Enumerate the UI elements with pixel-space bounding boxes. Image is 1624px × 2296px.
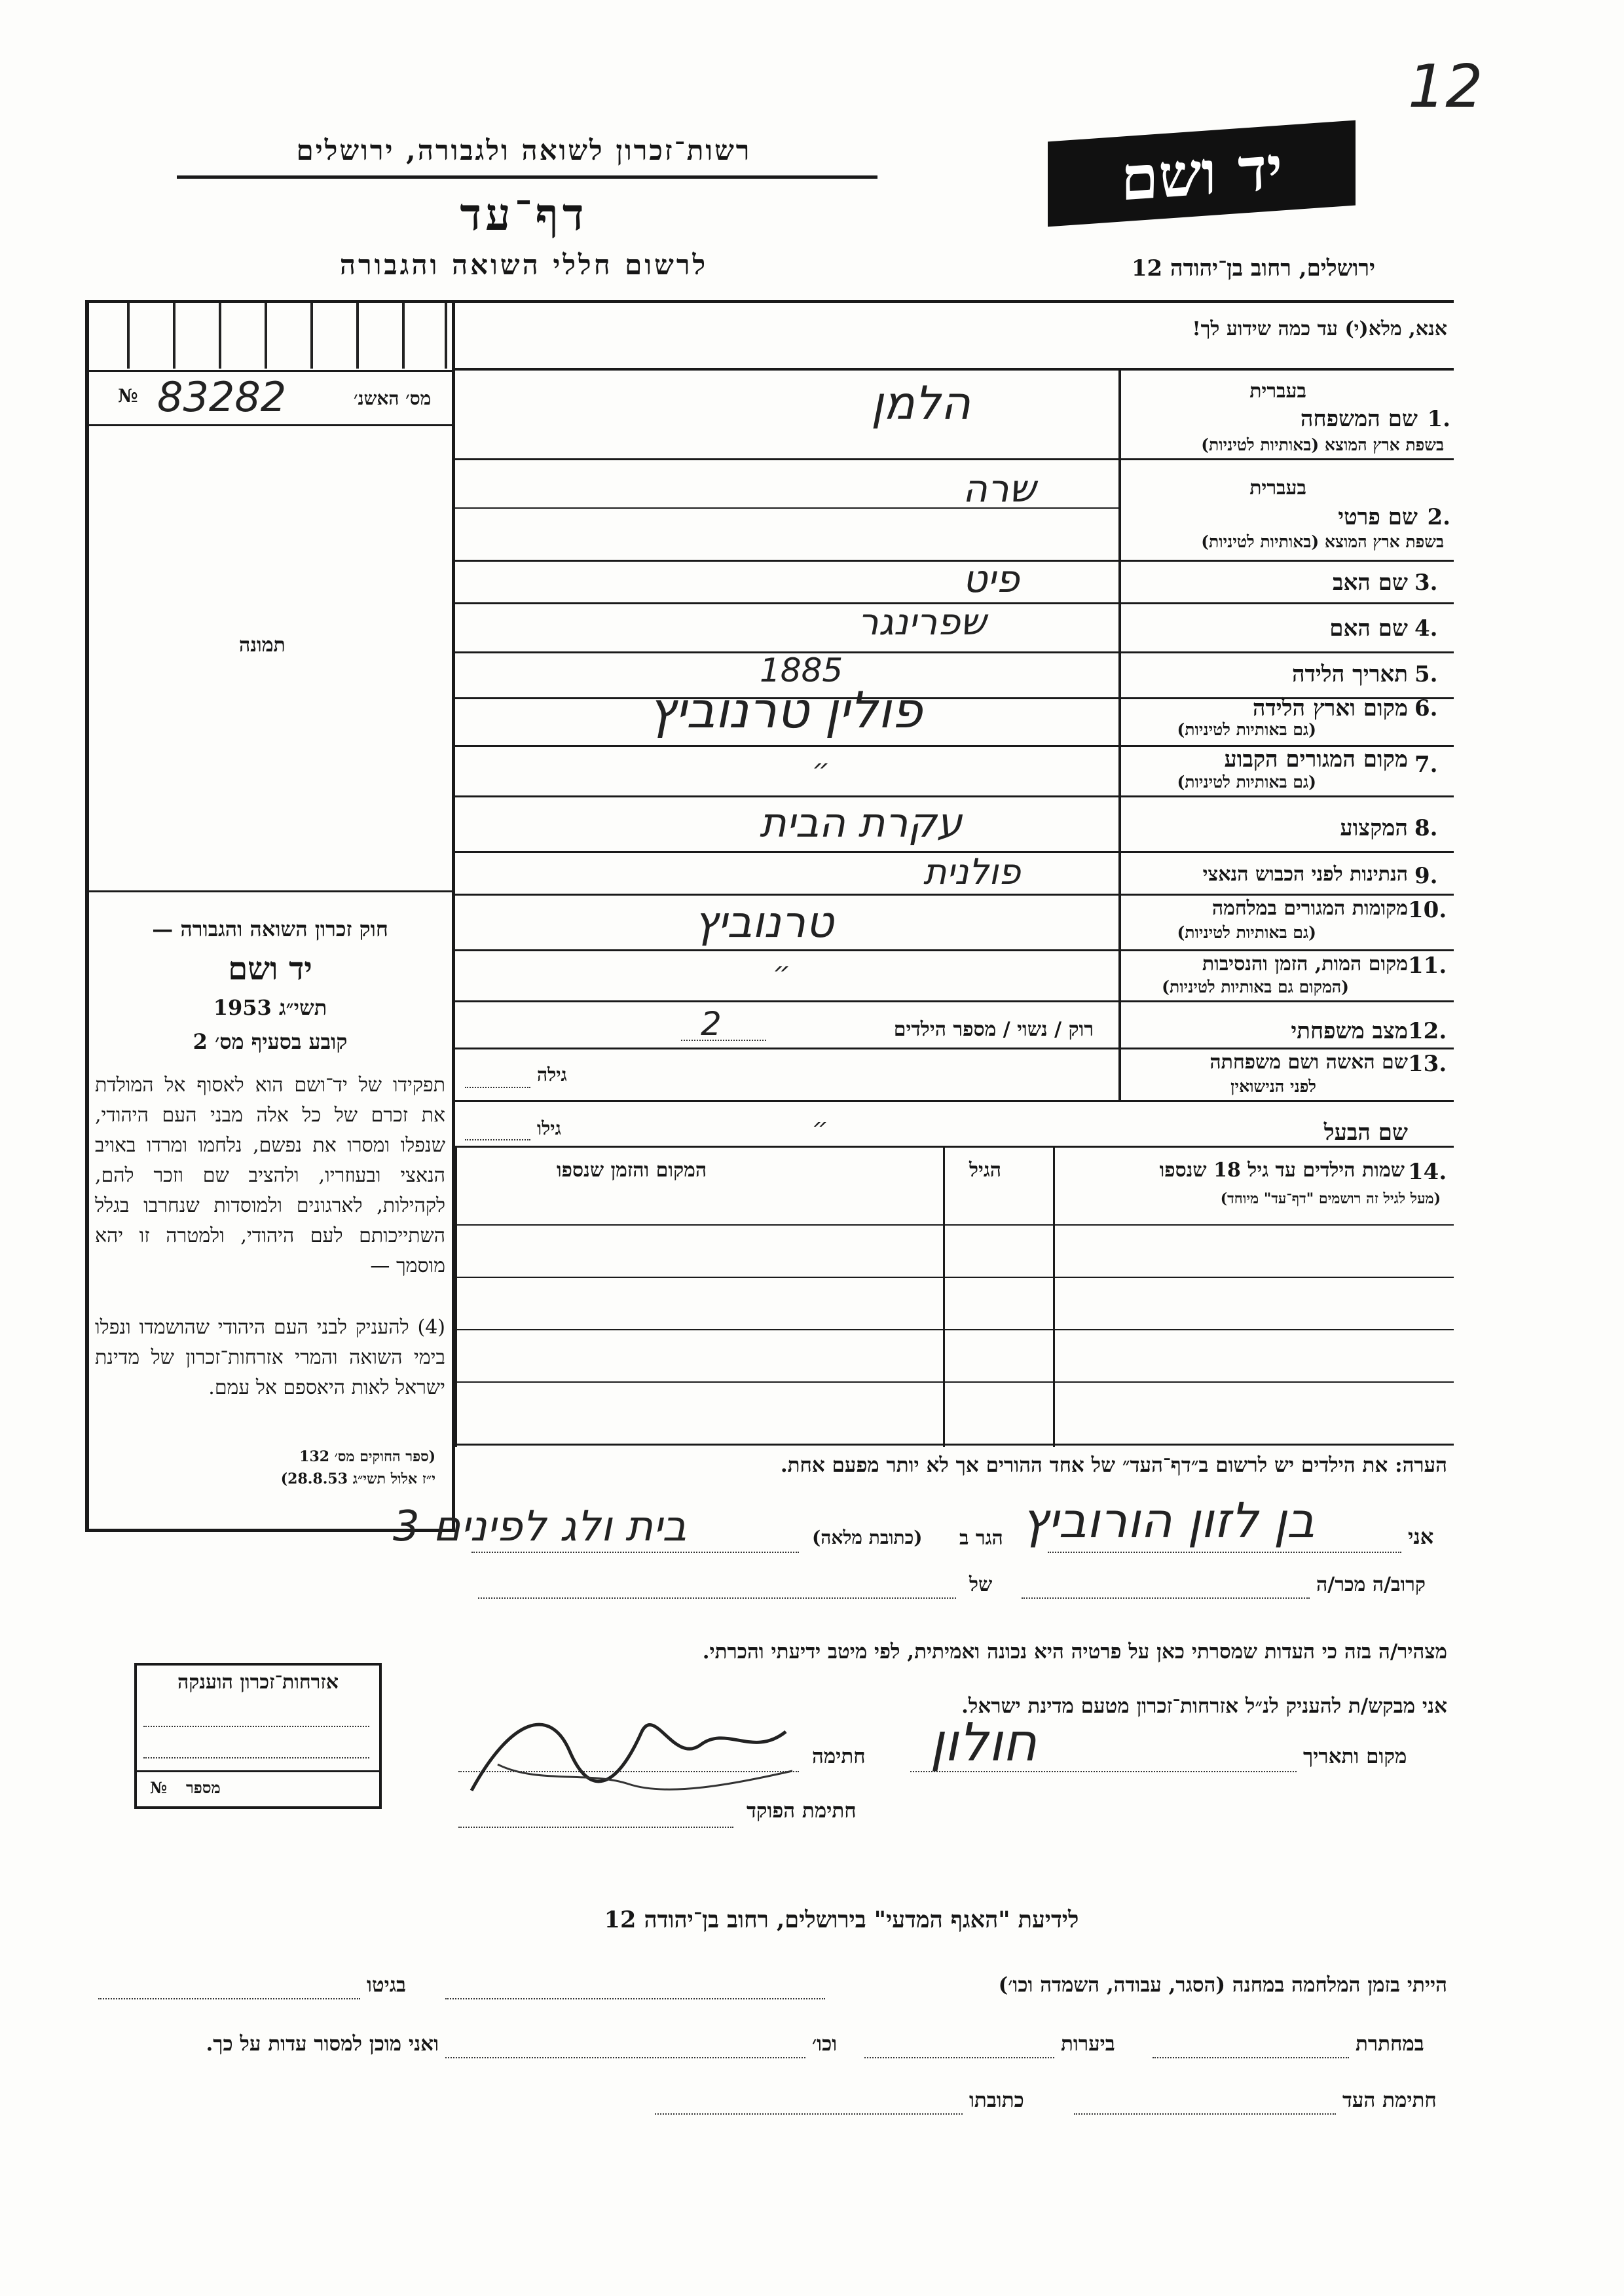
- citizenship-box-symbol: №: [150, 1778, 168, 1797]
- law-body-2: (4) להעניק לבני העם היהודי שהושמדו ונפלו בימי השואה והמרי אזרחות־זכרון של מדינת ישראל לאות היאספם אל עמם.: [95, 1316, 445, 1399]
- field-12-label: מצב משפחתי: [1291, 1018, 1408, 1044]
- field-1-label: שם המשפחה: [1300, 406, 1418, 432]
- field-1-sub: בשפת ארץ המוצא (באותיות לטיניות): [1201, 435, 1444, 454]
- father-name-value[interactable]: פיט: [963, 556, 1020, 601]
- field-2: [1123, 470, 1450, 555]
- row-sep: [455, 651, 1454, 653]
- relative-label: קרוב/ה מכר/ה: [1316, 1573, 1426, 1596]
- field-6-label: מקום וארץ הלידה: [1252, 695, 1408, 721]
- request-text: אני מבקש/ת להעניק לנ״ל אזרחות־זכרון מטעם מדינת ישראל.: [961, 1694, 1447, 1718]
- field-11-num: 11.: [1408, 953, 1447, 979]
- marital-options: רוק / נשוי / מספר הילדים: [893, 1018, 1094, 1041]
- husband-age-label: גילו: [537, 1118, 561, 1139]
- children-table-col-1: [943, 1146, 945, 1447]
- relative-line: [1022, 1597, 1310, 1599]
- law-title-2: יד ושם: [228, 951, 312, 987]
- ready-text: ואני מוכן למסור עדות על כך.: [206, 2032, 439, 2056]
- field-7-label: מקום המגורים הקבוע: [1224, 746, 1408, 773]
- of-line: [478, 1597, 956, 1599]
- field-8-label: המקצוע: [1340, 815, 1408, 841]
- field-2-num: 2.: [1427, 504, 1450, 530]
- bottom-title: לידיעת "האגף המדעי" בירושלים, רחוב בן־יהודה 12: [604, 1906, 1079, 1933]
- camp-line: [445, 1998, 825, 1999]
- official-signature-label: חתימת הפוקד: [747, 1799, 857, 1823]
- children-row-sep: [455, 1277, 1454, 1278]
- logo-text: יד ושם: [1120, 132, 1283, 215]
- citizenship-box-number-label: מספר: [186, 1778, 221, 1797]
- children-count-value[interactable]: 2: [701, 1005, 722, 1043]
- full-address-label: (כתובת מלאה): [812, 1527, 923, 1548]
- children-header-name-sub: (מעל לגיל זה רושמים "דף־עד" מיוחד): [1220, 1190, 1441, 1207]
- field-3-num: 3.: [1414, 570, 1438, 596]
- law-body: תפקידו של יד־ושם הוא לאסוף אל המולדת את זכרם של כל אלה מבני העם היהודי, שנפלו ומסרו את נפשם, נלחמו ומרדו באויב הנאצי ובעוזריו, ולהציב שם וזכר להם, לקהילות, לארגונים ולמוסדות שנחרבו בגלל השתייכותם לעם היהודי, ולמטרה זו יהא מוסמך —: [95, 1074, 445, 1277]
- citizenship-box-title: אזרחות־זכרון הוענקה: [177, 1671, 339, 1694]
- field-2-tag: בעברית: [1249, 477, 1306, 500]
- field-7-sub: (גם באותיות לטיניות): [1177, 773, 1316, 792]
- bottom-line-1: הייתי בזמן המלחמה במחנה (הסגר, עבודה, השמדה וכו׳): [998, 1973, 1447, 1997]
- field-10-sub: (גם באותיות לטיניות): [1177, 923, 1316, 942]
- his-address-line: [655, 2113, 963, 2115]
- label-column-divider: [1118, 368, 1121, 1101]
- photo-label: תמונה: [239, 634, 286, 657]
- wife-age-line: [465, 1087, 530, 1088]
- citizenship-box-divider: [137, 1770, 379, 1772]
- law-title-1: חוק זכרון השואה והגבורה —: [152, 917, 388, 941]
- address-line: [471, 1552, 799, 1553]
- citizenship-box-line-1: [143, 1726, 369, 1727]
- row-sep: [455, 1146, 1454, 1148]
- children-row-sep: [455, 1381, 1454, 1383]
- archive-row-top: [89, 370, 452, 372]
- row-sep: [455, 795, 1454, 797]
- mother-name-value[interactable]: שפרינגר: [858, 601, 986, 644]
- frame-left: [85, 300, 89, 1531]
- place-date-label: מקום ותאריך: [1303, 1745, 1407, 1768]
- children-table-bottom: [455, 1444, 1454, 1446]
- instruction: אנא, מלא(י) עד כמה שידוע לך!: [1192, 318, 1447, 340]
- forests-line: [864, 2057, 1054, 2058]
- field-6-num: 6.: [1414, 695, 1438, 721]
- field-4-num: 4.: [1414, 615, 1438, 642]
- ghetto-line: [98, 1998, 360, 1999]
- underground-label: במחתרת: [1356, 2032, 1424, 2056]
- field-5-label: תאריך הלידה: [1291, 661, 1408, 687]
- declarant-address[interactable]: בית ולג לפינים 3: [393, 1503, 687, 1551]
- husband-value[interactable]: ״: [812, 1113, 828, 1142]
- field-6-sub: (גם באותיות לטיניות): [1177, 720, 1316, 739]
- row-sep: [455, 894, 1454, 896]
- children-table-left: [455, 1146, 457, 1447]
- surname-value[interactable]: הלמן: [871, 376, 971, 430]
- underground-line: [1153, 2057, 1349, 2058]
- children-row-sep: [455, 1224, 1454, 1226]
- form-title: דף־עד: [460, 189, 588, 241]
- yad-vashem-logo: [1048, 120, 1356, 227]
- law-title-3: תשי״ג 1953: [213, 995, 327, 1020]
- husband-age-line: [465, 1139, 530, 1140]
- official-signature-line: [458, 1827, 733, 1828]
- residence-value[interactable]: ״: [812, 753, 830, 785]
- birthplace-value[interactable]: פולין טרנוביץ: [648, 681, 923, 739]
- field-1-tag: בעברית: [1249, 380, 1306, 403]
- field-12-num: 12.: [1408, 1018, 1447, 1044]
- law-title-4: קובע בסעיף מס׳ 2: [193, 1029, 348, 1054]
- field-4-label: שם האם: [1329, 615, 1408, 642]
- authority-title: רשות־זכרון לשואה ולגבורה, ירושלים: [296, 134, 752, 166]
- field-13-sub: לפני הנישואין: [1230, 1077, 1316, 1096]
- children-count-line: [681, 1040, 766, 1041]
- page-number: 12: [1408, 52, 1483, 121]
- field-9-num: 9.: [1414, 863, 1438, 889]
- children-header-name: שמות הילדים עד גיל 18 שנספו: [1159, 1159, 1405, 1182]
- archive-no-value: 83282: [157, 373, 287, 421]
- field-9-label: הנתינות לפני הכבוש הנאצי: [1202, 863, 1408, 886]
- field-10-num: 10.: [1408, 897, 1447, 923]
- of-label: של: [969, 1573, 993, 1596]
- field-13-label: שם האשה ושם משפחתה: [1209, 1051, 1408, 1074]
- citizenship-box-line-2: [143, 1757, 369, 1758]
- field-11-sub: (המקום גם באותיות לטיניות): [1162, 977, 1349, 996]
- place-date-value[interactable]: חולון: [930, 1712, 1037, 1773]
- ghetto-label: בגיטו: [367, 1973, 406, 1997]
- archive-row-bottom: [89, 424, 452, 426]
- lives-in-label: הגר ב: [959, 1527, 1003, 1550]
- children-header-place: המקום והזמן שנספו: [557, 1159, 707, 1182]
- wife-age-label: גילה: [537, 1064, 567, 1085]
- declarant-name-line: [1048, 1552, 1401, 1553]
- children-table-col-2: [1053, 1146, 1055, 1447]
- row-sep: [455, 560, 1454, 562]
- row-sep: [455, 1000, 1454, 1002]
- row-sep: [455, 1048, 1454, 1049]
- authority-underline: [177, 175, 877, 179]
- citizenship-box: [134, 1663, 382, 1809]
- archive-tick-marks: [89, 303, 452, 375]
- etc-label: וכו׳: [812, 2032, 838, 2056]
- signature-label: חתימה: [812, 1745, 866, 1768]
- declarant-name[interactable]: בן לזון הורוביץ: [1022, 1493, 1315, 1549]
- field-1: [1123, 380, 1450, 458]
- field-8-num: 8.: [1414, 815, 1438, 841]
- archive-no-symbol: №: [118, 385, 138, 407]
- his-address-label: כתובתו: [969, 2088, 1024, 2112]
- law-box-top: [89, 890, 452, 892]
- etc-line: [445, 2057, 805, 2058]
- first-name-value[interactable]: שרה: [963, 466, 1036, 511]
- witness-signature-label: חתימת העד: [1342, 2088, 1437, 2112]
- field-13-num: 13.: [1408, 1051, 1447, 1077]
- address: ירושלים, רחוב בן־יהודה 12: [1131, 255, 1375, 282]
- field-2-label: שם פרטי: [1338, 504, 1418, 530]
- occupation-value[interactable]: עקרת הבית: [760, 799, 963, 847]
- signature-mark: [458, 1692, 799, 1804]
- birth-date-value[interactable]: 1885: [760, 651, 843, 689]
- law-source: (ספר החוקים מס׳ 132: [299, 1448, 435, 1465]
- instruction-row-bottom: [455, 368, 1454, 371]
- citizenship-value[interactable]: פולנית: [923, 851, 1021, 892]
- declaration-text: מצהיר/ה בזה כי העדות שמסרתי כאן על פרטיה היא נכונה ואמיתית, לפי מיטב ידיעתי והכרתי.: [702, 1640, 1447, 1664]
- field-5-num: 5.: [1414, 661, 1438, 687]
- death-place-value[interactable]: ״: [773, 956, 791, 988]
- row-sep: [455, 1100, 1454, 1102]
- row-sep: [455, 949, 1454, 951]
- field-2-sub: בשפת ארץ המוצא (באותיות לטיניות): [1201, 532, 1444, 551]
- field-11-label: מקום המות, הזמן והנסיבות: [1202, 953, 1408, 975]
- husband-label: שם הבעל: [1323, 1120, 1408, 1146]
- witness-signature-line: [1074, 2113, 1336, 2115]
- forests-label: ביערות: [1061, 2032, 1115, 2056]
- field-7-num: 7.: [1414, 752, 1438, 778]
- archive-no-label: מס׳ האשנ׳: [354, 388, 432, 409]
- form-subtitle: לרשום חללי השואה והגבורה: [339, 249, 709, 281]
- remark: הערה: את הילדים יש לרשום ב״דף־העד״ של אחד ההורים אך לא יותר מפעם אחת.: [780, 1453, 1447, 1477]
- declarant-ani: אני: [1408, 1524, 1434, 1549]
- field-1-num: 1.: [1427, 406, 1450, 432]
- field-14-num: 14.: [1408, 1159, 1447, 1185]
- children-row-sep: [455, 1329, 1454, 1330]
- children-header-age: הגיל: [969, 1159, 1002, 1182]
- field-10-label: מקומות המגורים במלחמה: [1211, 897, 1408, 920]
- wartime-residence-value[interactable]: טרנוביץ: [694, 897, 834, 947]
- law-source-2: י״ז אלול תשי״ג 28.8.53): [280, 1470, 435, 1487]
- field-3-label: שם האב: [1333, 570, 1408, 596]
- row-sep: [455, 458, 1454, 460]
